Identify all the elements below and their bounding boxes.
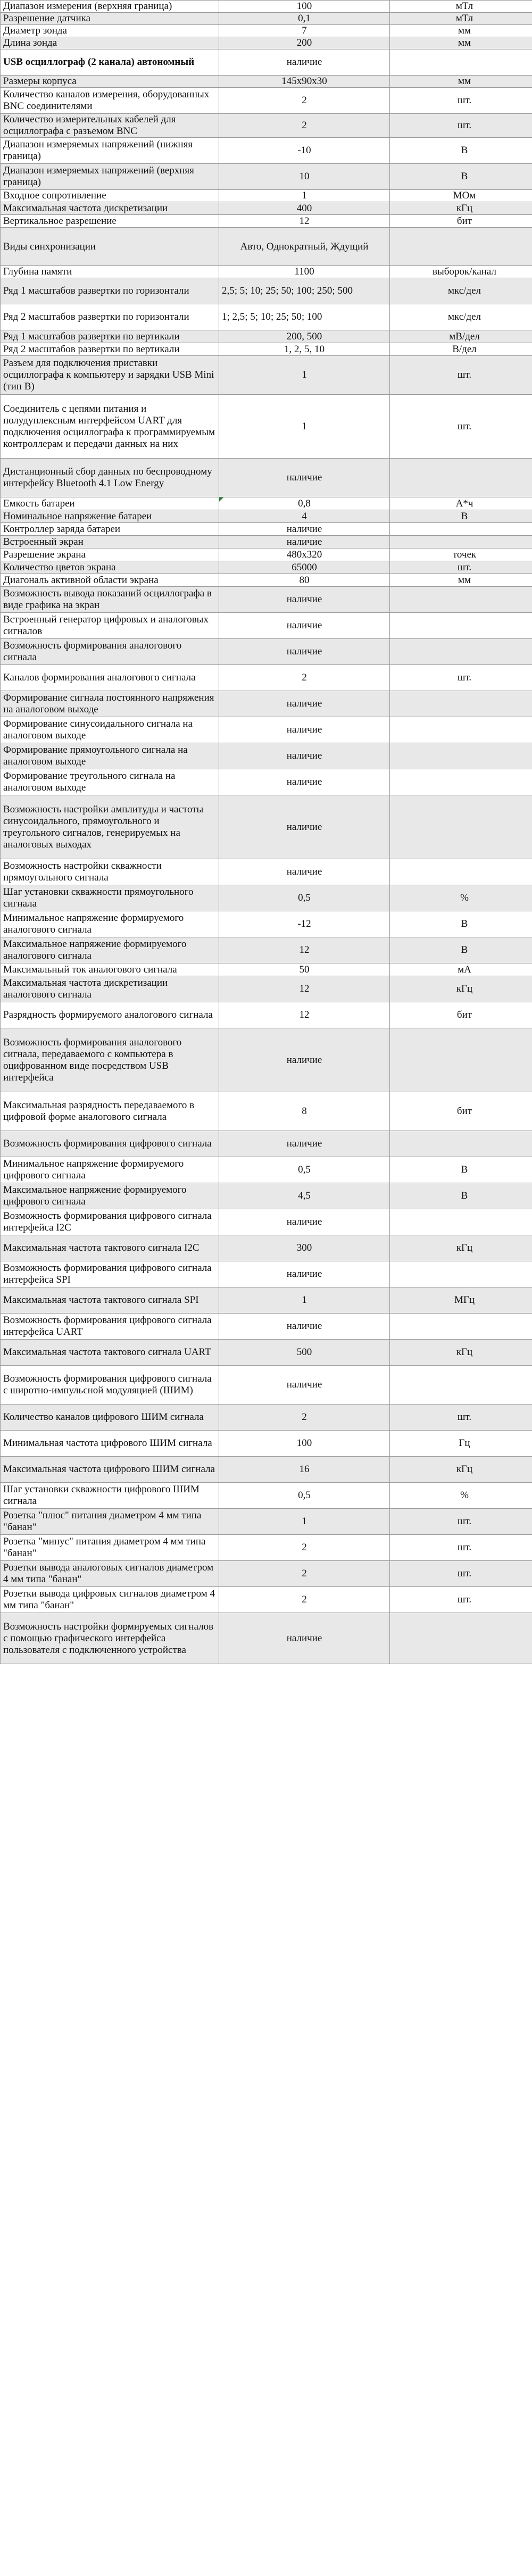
table-row (1, 190, 532, 202)
row-value: 100 (219, 1, 390, 13)
row-value: 2 (219, 114, 390, 138)
table-row (1, 549, 532, 561)
row-name: Максимальное напряжение формируемого аналогового сигнала (1, 937, 219, 963)
row-unit: бит (390, 1092, 532, 1131)
table-row (1, 574, 532, 587)
table-row (1, 1, 532, 13)
table-row (1, 88, 532, 114)
row-name: Количество каналов измерения, оборудованных BNC соединителями (1, 88, 219, 114)
row-name: Возможность формирования цифрового сигнала (1, 1131, 219, 1157)
table-row (1, 1535, 532, 1561)
table-row (1, 49, 532, 76)
row-name: Возможность настройки амплитуды и частоты синусоидального, прямоугольного и треугольного сигналов, генерируемых на аналоговых выходах (1, 795, 219, 859)
row-unit: выборок/канал (390, 266, 532, 278)
row-name: Шаг установки скважности цифрового ШИМ сигнала (1, 1483, 219, 1509)
row-unit: кГц (390, 1457, 532, 1483)
row-unit: шт. (390, 356, 532, 395)
row-unit: МГц (390, 1287, 532, 1314)
table-row (1, 769, 532, 795)
row-value: 500 (219, 1340, 390, 1366)
row-name: Розетка "минус" питания диаметром 4 мм типа "банан" (1, 1535, 219, 1561)
row-value: 2 (219, 88, 390, 114)
row-unit (390, 1209, 532, 1235)
table-row (1, 1483, 532, 1509)
table-row (1, 1457, 532, 1483)
row-unit: мкс/дел (390, 278, 532, 304)
row-name: Формирование синусоидального сигнала на аналоговом выходе (1, 717, 219, 743)
table-row (1, 1235, 532, 1261)
row-unit: мм (390, 37, 532, 49)
row-value: наличие (219, 1028, 390, 1092)
row-unit: шт. (390, 114, 532, 138)
table-row (1, 1261, 532, 1287)
row-value: наличие (219, 1209, 390, 1235)
row-name: Диагональ активной области экрана (1, 574, 219, 587)
table-row (1, 1002, 532, 1028)
row-value: 1 (219, 356, 390, 395)
row-name: Максимальная частота дискретизации аналогового сигнала (1, 976, 219, 1002)
row-unit: А*ч (390, 497, 532, 510)
table-row (1, 536, 532, 549)
row-value: наличие (219, 1366, 390, 1405)
row-value: 2 (219, 1561, 390, 1587)
row-value: наличие (219, 587, 390, 613)
row-unit: шт. (390, 1509, 532, 1535)
table-row (1, 1157, 532, 1183)
row-name: Возможность формирования аналогового сигнала, передаваемого с компьютера в оцифрованном виде посредством USB интерфейса (1, 1028, 219, 1092)
row-unit (390, 49, 532, 76)
row-unit (390, 795, 532, 859)
row-name: Размеры корпуса (1, 76, 219, 88)
row-value: наличие (219, 613, 390, 639)
table-row (1, 1587, 532, 1613)
row-name: Максимальная частота тактового сигнала SPI (1, 1287, 219, 1314)
row-value: наличие (219, 1613, 390, 1664)
row-value: наличие (219, 743, 390, 769)
row-value: наличие (219, 523, 390, 536)
table-row (1, 911, 532, 937)
row-unit (390, 1131, 532, 1157)
table-row (1, 1613, 532, 1664)
row-unit: В (390, 937, 532, 963)
row-value: наличие (219, 49, 390, 76)
row-name: Ряд 1 масштабов развертки по вертикали (1, 330, 219, 343)
table-row (1, 743, 532, 769)
table-row (1, 587, 532, 613)
row-unit (390, 859, 532, 885)
row-unit (390, 1314, 532, 1340)
table-row (1, 395, 532, 459)
row-name: Возможность формирования цифрового сигнала интерфейса UART (1, 1314, 219, 1340)
row-name: Разрешение датчика (1, 13, 219, 25)
table-row (1, 202, 532, 215)
row-value: наличие (219, 1131, 390, 1157)
row-value: -10 (219, 138, 390, 164)
row-value: 100 (219, 1431, 390, 1457)
row-value: 145х90х30 (219, 76, 390, 88)
row-name: Вертикальное разрешение (1, 215, 219, 228)
row-value: Авто, Однократный, Ждущий (219, 228, 390, 266)
row-unit: мм (390, 574, 532, 587)
row-unit: В (390, 164, 532, 190)
row-unit: % (390, 885, 532, 911)
row-value: 1 (219, 1509, 390, 1535)
row-value: 1; 2,5; 5; 10; 25; 50; 100 (219, 304, 390, 330)
row-value: наличие (219, 536, 390, 549)
row-unit: кГц (390, 202, 532, 215)
row-value: наличие (219, 639, 390, 665)
row-value: 200, 500 (219, 330, 390, 343)
row-name: Соединитель с цепями питания и полудуплексным интерфейсом UART для подключения осциллографа к программируемым контроллерам и передачи данных на них (1, 395, 219, 459)
row-name: Разъем для подключения приставки осциллографа к компьютеру и зарядки USB Mini (тип B) (1, 356, 219, 395)
row-unit: мА (390, 963, 532, 976)
table-row (1, 976, 532, 1002)
row-name: Возможность настройки скважности прямоугольного сигнала (1, 859, 219, 885)
row-value: наличие (219, 717, 390, 743)
row-name: Диапазон измеряемых напряжений (верхняя граница) (1, 164, 219, 190)
row-unit: В (390, 1157, 532, 1183)
row-value: наличие (219, 691, 390, 717)
row-value: 1 (219, 395, 390, 459)
row-unit (390, 1366, 532, 1405)
row-name: Минимальное напряжение формируемого аналогового сигнала (1, 911, 219, 937)
row-unit (390, 459, 532, 497)
row-value: 2,5; 5; 10; 25; 50; 100; 250; 500 (219, 278, 390, 304)
row-value: 12 (219, 1002, 390, 1028)
row-name: Глубина памяти (1, 266, 219, 278)
table-row (1, 164, 532, 190)
row-value: 4,5 (219, 1183, 390, 1209)
row-name: Возможность формирования цифрового сигнала с широтно-импульсной модуляцией (ШИМ) (1, 1366, 219, 1405)
row-value: 4 (219, 510, 390, 523)
row-unit (390, 523, 532, 536)
row-unit (390, 228, 532, 266)
table-row (1, 330, 532, 343)
table-row (1, 278, 532, 304)
table-row (1, 885, 532, 911)
row-value: 2 (219, 1405, 390, 1431)
row-unit: мВ/дел (390, 330, 532, 343)
row-unit: мТл (390, 1, 532, 13)
row-name: Количество каналов цифрового ШИМ сигнала (1, 1405, 219, 1431)
row-name: Емкость батареи (1, 497, 219, 510)
row-name: Количество цветов экрана (1, 561, 219, 574)
row-value: 12 (219, 215, 390, 228)
row-value: 65000 (219, 561, 390, 574)
row-name: Ряд 2 масштабов развертки по горизонтали (1, 304, 219, 330)
row-value: 0,1 (219, 13, 390, 25)
table-row (1, 1405, 532, 1431)
row-name: Дистанционный сбор данных по беспроводному интерфейсу Bluetooth 4.1 Low Energy (1, 459, 219, 497)
table-row (1, 266, 532, 278)
table-row (1, 561, 532, 574)
row-value: 16 (219, 1457, 390, 1483)
row-unit: мкс/дел (390, 304, 532, 330)
row-value: 8 (219, 1092, 390, 1131)
table-row (1, 795, 532, 859)
row-value: 0,8 (219, 497, 390, 510)
table-row (1, 1561, 532, 1587)
table-row (1, 1287, 532, 1314)
row-unit (390, 587, 532, 613)
row-unit: В (390, 510, 532, 523)
table-row (1, 1340, 532, 1366)
row-value: наличие (219, 1314, 390, 1340)
row-unit: бит (390, 1002, 532, 1028)
row-name: Максимальная разрядность передаваемого в цифровой форме аналогового сигнала (1, 1092, 219, 1131)
row-name: Возможность вывода показаний осциллографа в виде графика на экран (1, 587, 219, 613)
row-name: Разрешение экрана (1, 549, 219, 561)
row-value: 0,5 (219, 885, 390, 911)
row-name: Длина зонда (1, 37, 219, 49)
row-unit (390, 1261, 532, 1287)
row-name: Максимальная частота цифрового ШИМ сигнала (1, 1457, 219, 1483)
row-name: Возможность настройки формируемых сигналов с помощью графического интерфейса пользователя с подключенного устройства (1, 1613, 219, 1664)
row-unit (390, 717, 532, 743)
row-unit: кГц (390, 976, 532, 1002)
row-unit: кГц (390, 1235, 532, 1261)
table-row (1, 1092, 532, 1131)
row-value: 2 (219, 665, 390, 691)
row-name: Разрядность формируемого аналогового сигнала (1, 1002, 219, 1028)
row-name: Количество измерительных кабелей для осциллографа с разъемом BNC (1, 114, 219, 138)
row-unit: шт. (390, 1561, 532, 1587)
row-name: Розетка "плюс" питания диаметром 4 мм типа "банан" (1, 1509, 219, 1535)
row-name: Диапазон измеряемых напряжений (нижняя граница) (1, 138, 219, 164)
row-value: 1, 2, 5, 10 (219, 343, 390, 356)
table-row (1, 343, 532, 356)
row-unit (390, 743, 532, 769)
row-unit: шт. (390, 1535, 532, 1561)
row-name: Возможность формирования цифрового сигнала интерфейса SPI (1, 1261, 219, 1287)
row-value: 2 (219, 1535, 390, 1561)
row-value: наличие (219, 1261, 390, 1287)
row-name: Формирование прямоугольного сигнала на аналоговом выходе (1, 743, 219, 769)
table-row (1, 37, 532, 49)
table-row (1, 215, 532, 228)
row-value: наличие (219, 859, 390, 885)
row-unit (390, 1028, 532, 1092)
row-name: Возможность формирования аналогового сигнала (1, 639, 219, 665)
row-unit (390, 613, 532, 639)
row-unit: Гц (390, 1431, 532, 1457)
row-unit: шт. (390, 1405, 532, 1431)
row-value: 1 (219, 190, 390, 202)
table-row (1, 76, 532, 88)
row-unit: бит (390, 215, 532, 228)
row-name: USB осциллограф (2 канала) автономный (1, 49, 219, 76)
row-name: Виды синхронизации (1, 228, 219, 266)
row-unit (390, 536, 532, 549)
row-value: наличие (219, 459, 390, 497)
row-name: Контроллер заряда батареи (1, 523, 219, 536)
table-row (1, 497, 532, 510)
table-row (1, 138, 532, 164)
row-unit (390, 639, 532, 665)
row-name: Максимальный ток аналогового сигнала (1, 963, 219, 976)
row-value: 80 (219, 574, 390, 587)
row-value: 0,5 (219, 1483, 390, 1509)
table-row (1, 1209, 532, 1235)
row-unit (390, 769, 532, 795)
row-value: 400 (219, 202, 390, 215)
row-value: 480х320 (219, 549, 390, 561)
row-name: Максимальная частота дискретизации (1, 202, 219, 215)
row-name: Встроенный экран (1, 536, 219, 549)
row-name: Розетки вывода цифровых сигналов диаметром 4 мм типа "банан" (1, 1587, 219, 1613)
row-value: 7 (219, 25, 390, 37)
row-unit: В (390, 911, 532, 937)
row-unit: шт. (390, 395, 532, 459)
row-unit: шт. (390, 665, 532, 691)
table-row (1, 963, 532, 976)
table-row (1, 114, 532, 138)
row-unit: точек (390, 549, 532, 561)
row-name: Розетки вывода аналоговых сигналов диаметром 4 мм типа "банан" (1, 1561, 219, 1587)
row-value: 200 (219, 37, 390, 49)
row-unit: мТл (390, 13, 532, 25)
row-unit: шт. (390, 88, 532, 114)
row-name: Минимальная частота цифрового ШИМ сигнала (1, 1431, 219, 1457)
table-row (1, 717, 532, 743)
row-unit: МОм (390, 190, 532, 202)
table-row (1, 459, 532, 497)
table-row (1, 639, 532, 665)
row-name: Номинальное напряжение батареи (1, 510, 219, 523)
table-row (1, 1183, 532, 1209)
row-unit: В/дел (390, 343, 532, 356)
row-unit: шт. (390, 1587, 532, 1613)
row-name: Формирование сигнала постоянного напряжения на аналоговом выходе (1, 691, 219, 717)
row-value: 12 (219, 976, 390, 1002)
row-unit: мм (390, 25, 532, 37)
row-name: Диаметр зонда (1, 25, 219, 37)
row-unit: В (390, 1183, 532, 1209)
table-row (1, 859, 532, 885)
row-value: -12 (219, 911, 390, 937)
row-unit: мм (390, 76, 532, 88)
row-name: Входное сопротивление (1, 190, 219, 202)
row-name: Минимальное напряжение формируемого цифрового сигнала (1, 1157, 219, 1183)
row-name: Формирование треугольного сигнала на аналоговом выходе (1, 769, 219, 795)
row-name: Шаг установки скважности прямоугольного сигнала (1, 885, 219, 911)
row-unit: шт. (390, 561, 532, 574)
table-row (1, 613, 532, 639)
table-row (1, 691, 532, 717)
row-unit: % (390, 1483, 532, 1509)
table-row (1, 937, 532, 963)
row-value: 1 (219, 1287, 390, 1314)
row-unit: В (390, 138, 532, 164)
row-name: Диапазон измерения (верхняя граница) (1, 1, 219, 13)
table-row (1, 1131, 532, 1157)
table-row (1, 510, 532, 523)
row-name: Ряд 2 масштабов развертки по вертикали (1, 343, 219, 356)
row-unit: кГц (390, 1340, 532, 1366)
row-value: 12 (219, 937, 390, 963)
table-row (1, 1314, 532, 1340)
row-unit (390, 1613, 532, 1664)
row-value: 50 (219, 963, 390, 976)
table-row (1, 13, 532, 25)
table-row (1, 356, 532, 395)
table-row (1, 1431, 532, 1457)
table-row (1, 1366, 532, 1405)
row-value: 2 (219, 1587, 390, 1613)
row-name: Каналов формирования аналогового сигнала (1, 665, 219, 691)
row-unit (390, 691, 532, 717)
table-row (1, 304, 532, 330)
row-name: Максимальное напряжение формируемого цифрового сигнала (1, 1183, 219, 1209)
table-row (1, 25, 532, 37)
table-row (1, 523, 532, 536)
row-name: Ряд 1 масштабов развертки по горизонтали (1, 278, 219, 304)
row-value: наличие (219, 795, 390, 859)
row-value: 10 (219, 164, 390, 190)
table-row (1, 665, 532, 691)
row-name: Максимальная частота тактового сигнала I2C (1, 1235, 219, 1261)
row-value: 0,5 (219, 1157, 390, 1183)
table-row (1, 1028, 532, 1092)
row-name: Встроенный генератор цифровых и аналоговых сигналов (1, 613, 219, 639)
row-value: 300 (219, 1235, 390, 1261)
table-row (1, 1509, 532, 1535)
row-name: Максимальная частота тактового сигнала UART (1, 1340, 219, 1366)
table-row (1, 228, 532, 266)
row-value: 1100 (219, 266, 390, 278)
row-value: наличие (219, 769, 390, 795)
row-name: Возможность формирования цифрового сигнала интерфейса I2C (1, 1209, 219, 1235)
